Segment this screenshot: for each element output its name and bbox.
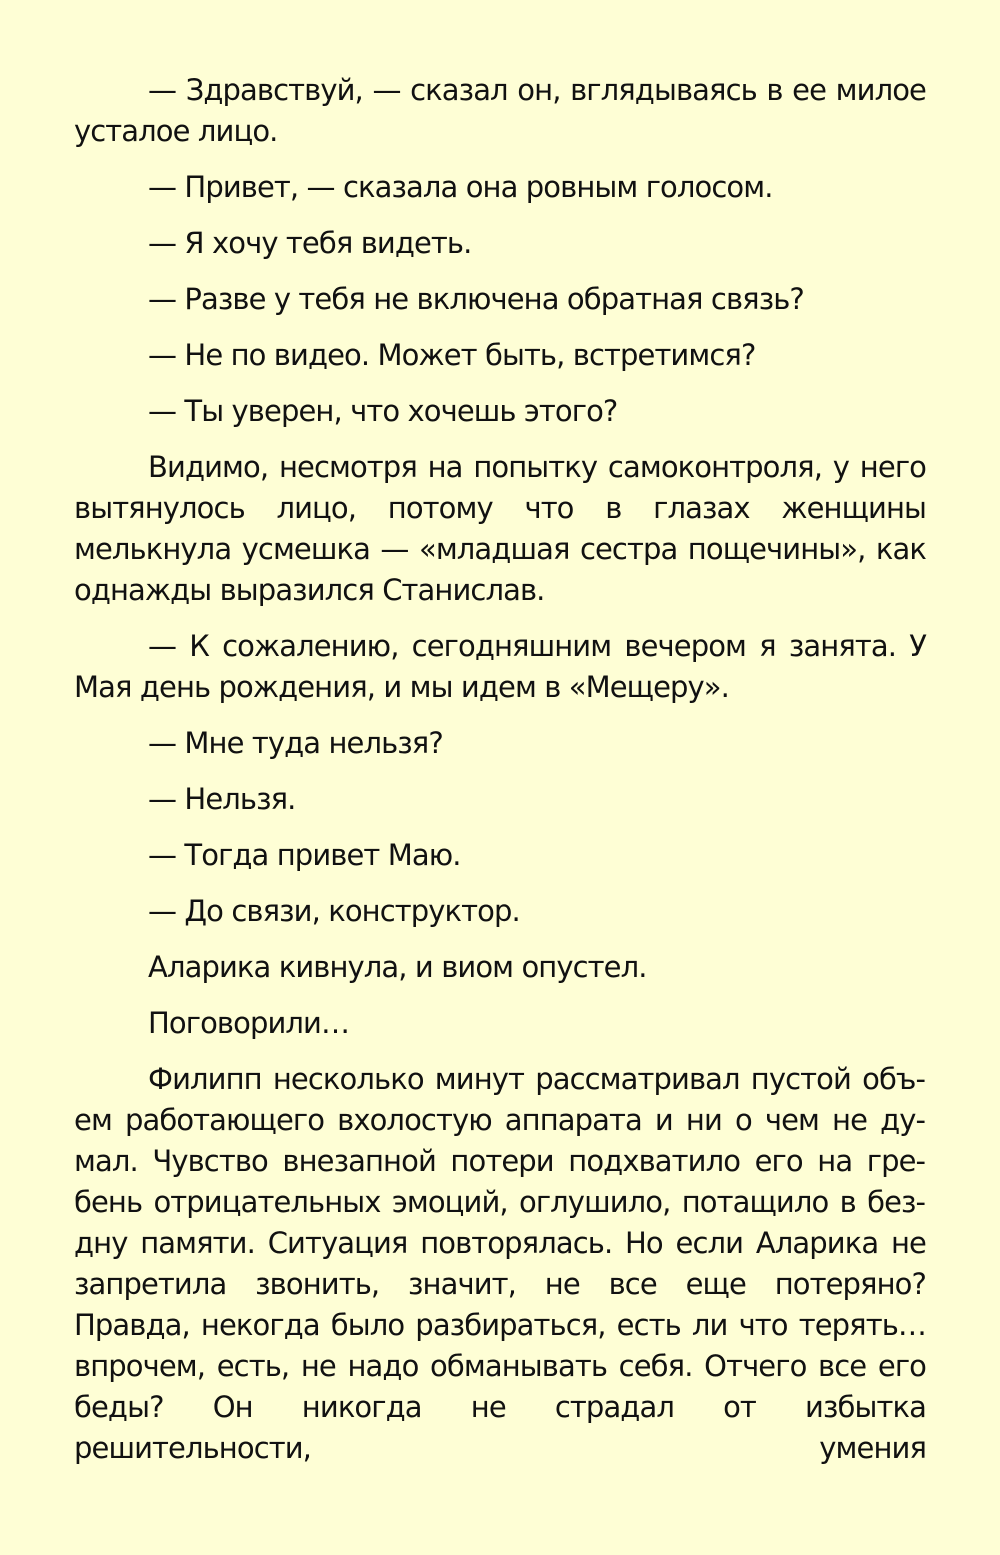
paragraph: — К сожалению, сегодняшним вечером я занята. У Мая день рождения, и мы идем в «Мещеру». [74,629,926,704]
paragraph: — Нельзя. [148,782,296,816]
paragraph: Поговорили… [148,1006,350,1040]
paragraph: — Я хочу тебя видеть. [148,226,472,260]
paragraph: — Разве у тебя не включена обратная связь? [148,282,804,316]
book-page [74,70,926,1484]
paragraph: — Ты уверен, что хочешь этого? [148,394,618,428]
paragraph: Видимо, несмотря на попытку самоконтроля, у него вытянулось лицо, потому что в глазах женщины мелькнула усмешка — «младшая сестра пощечины», как однажды выразился Станислав. [74,450,926,607]
paragraph: Филипп несколько минут рассматривал пустой объем работающего вхолостую аппарата и ни о чем не думал. Чувство внезапной потери подхватило его на гребень отрицательных эмоций, оглушило, потащило в бездну памяти. Ситуация повторялась. Но если Аларика не запретила звонить, значит, не все еще потеряно? Правда, некогда было разбираться, есть ли что терять… впрочем, есть, не надо обманывать себя. Отчего все его беды? Он никогда не страдал от избытка решительности, умения [74,1062,926,1465]
paragraph: — Тогда привет Маю. [148,838,461,872]
paragraph: — Не по видео. Может быть, встретимся? [148,338,756,372]
paragraph: — Мне туда нельзя? [148,726,443,760]
paragraph: — До связи, конструктор. [148,894,520,928]
paragraph: Аларика кивнула, и виом опустел. [148,950,647,984]
paragraph: — Привет, — сказала она ровным голосом. [148,170,773,204]
paragraph: — Здравствуй, — сказал он, вглядываясь в ее милое усталое лицо. [74,73,926,148]
